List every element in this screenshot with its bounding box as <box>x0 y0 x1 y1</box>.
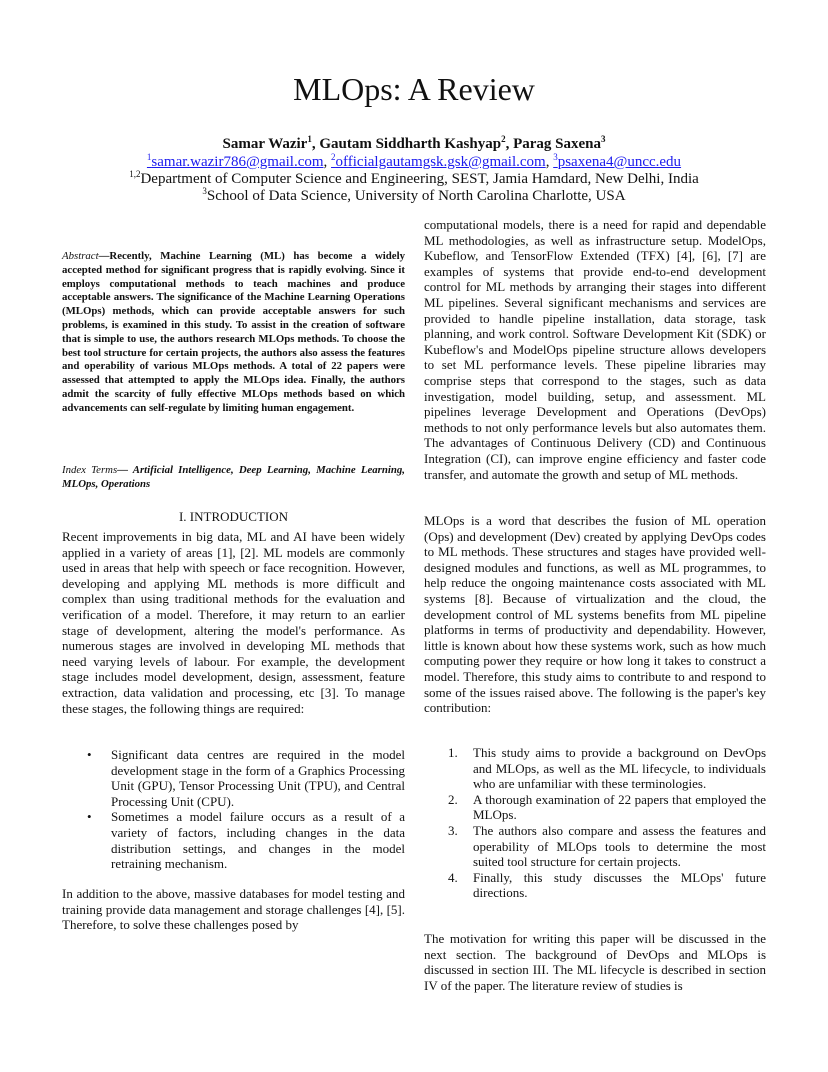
affiliation-text: School of Data Science, University of North Carolina Charlotte, USA <box>206 188 626 204</box>
list-number: 3. <box>448 822 458 838</box>
list-item <box>424 745 766 792</box>
list-item-text: This study aims to provide a background on DevOps and MLOps, as well as the ML lifecycle, to individuals who are unfamiliar with these terminologies. <box>473 745 766 792</box>
list-item-text: Sometimes a model failure occurs as a result of a variety of factors, including changes in the data distribution settings, and changes in the model retraining mechanism. <box>111 809 405 872</box>
contribution-list <box>424 745 766 901</box>
abstract <box>62 250 405 416</box>
email-superscript: 3 <box>553 152 558 162</box>
list-number: 1. <box>448 745 458 760</box>
list-item-text: A thorough examination of 22 papers that employed the MLOps. <box>473 791 766 823</box>
bullet-icon: • <box>87 747 92 762</box>
email-text: officialgautamgsk.gsk@gmail.com <box>335 154 546 170</box>
author-name: Parag Saxena <box>513 136 601 152</box>
list-item <box>424 823 766 870</box>
author-superscript: 1 <box>307 134 312 144</box>
list-item-text: The authors also compare and assess the features and operability of MLOps tools to determine the most suited tool structure for certain projects. <box>473 822 766 870</box>
email-text: psaxena4@uncc.edu <box>557 154 682 170</box>
email-link[interactable] <box>147 154 324 170</box>
intro-paragraph-1: Recent improvements in big data, ML and AI have been widely applied in a variety of areas [1], [2]. ML models are commonly used in areas that help with speech or face recognition. However, developing and applying ML methods is more difficult and complex than using traditional methods for the evaluation and verification of a model. Therefore, it may return to an earlier stage of development, altering the model's performance. As numerous stages are involved in developing ML methods that need varying levels of labour. For example, the development stage includes model development, design, assessment, feature extraction, data validation and processing, etc [3]. To manage these stages, the following things are required: <box>62 529 405 716</box>
list-number: 2. <box>448 791 458 807</box>
requirements-list <box>62 747 405 872</box>
author-superscript: 2 <box>501 134 506 144</box>
index-terms <box>62 463 405 491</box>
affiliation-2 <box>0 187 828 205</box>
list-item <box>424 792 766 823</box>
email-link[interactable] <box>331 154 546 170</box>
index-terms-lead: Index Terms <box>62 464 118 476</box>
affiliation-superscript: 1,2 <box>129 169 141 179</box>
email-list <box>0 153 828 171</box>
separator: , <box>311 136 320 152</box>
author-name: Gautam Siddharth Kashyap <box>319 136 502 152</box>
email-text: samar.wazir786@gmail.com <box>151 154 324 170</box>
right-paragraph-1: computational models, there is a need for rapid and dependable ML methodologies, as well as infrastructure setup. ModelOps, Kubeflow, and TensorFlow Extended (TFX) [4], [6], [7] are examples of systems that provide end-to-end development control for ML methods by arranging their stages into different ML pipelines. Several significant mechanisms and services are provided to handle pipeline installation, data storage, task planning, and work control. Software Development Kit (SDK) or Kubeflow's and ModelOps pipeline structure allows developers to set ML performance levels. These pipeline libraries may comprise steps that correspond to the stages, such as data investigation, model building, setup, and assessment. ML pipelines leverage Development and Operations (DevOps) methods to not only performance levels but also automates them. The advantages of Continuous Delivery (CD) and Continuous Integration (CI), can improve engine efficiency and faster code transfer, and automate the growth and setup of ML methods. <box>424 217 766 482</box>
right-paragraph-3: The motivation for writing this paper will be discussed in the next section. The background of DevOps and MLOps is discussed in section III. The ML lifecycle is described in section IV of the paper. The literature review of studies is <box>424 931 766 993</box>
separator: , <box>505 136 514 152</box>
affiliation-text: Department of Computer Science and Engineering, SEST, Jamia Hamdard, New Delhi, India <box>140 171 699 187</box>
author-superscript: 3 <box>601 134 606 144</box>
abstract-text: —Recently, Machine Learning (ML) has become a widely accepted method for significant progress that is rapidly evolving. Since it employs computational methods to teach machines and produce acceptable answers. The significance of the Machine Learning Operations (MLOps) methods, which can provide acceptable answers for such problems, is examined in this study. To assist in the creation of software that is simple to use, the authors research MLOps methods. To choose the best tool structure for certain projects, the authors also assess the features and operability of various MLOps methods. A total of 22 papers were assessed that attempted to apply the MLOps idea. Finally, the authors admit the scarcity of fully effective MLOps methods based on which advancements can self-regulate by limiting human engagement. <box>62 250 405 414</box>
affiliation-1 <box>0 170 828 188</box>
list-item <box>62 809 405 871</box>
list-item-text: Significant data centres are required in the model development stage in the form of a Graphics Processing Unit (GPU), Tensor Processing Unit (TPU), and Central Processing Unit (CPU). <box>111 747 405 809</box>
abstract-lead: Abstract <box>62 250 99 262</box>
section-heading: I. INTRODUCTION <box>178 509 289 524</box>
list-item-text: Finally, this study discusses the MLOps' future directions. <box>473 869 766 901</box>
intro-paragraph-2: In addition to the above, massive databases for model testing and training provide data management and storage challenges [4], [5]. Therefore, to solve these challenges posed by <box>62 886 405 933</box>
affiliation-superscript: 3 <box>202 186 207 196</box>
index-terms-text: — Artificial Intelligence, Deep Learning, Machine Learning, MLOps, Operations <box>62 464 405 490</box>
email-link[interactable] <box>553 154 681 170</box>
list-number: 4. <box>448 869 458 885</box>
list-item <box>424 870 766 901</box>
right-paragraph-2: MLOps is a word that describes the fusion of ML operation (Ops) and development (Dev) created by applying DevOps codes to ML methods. These structures and stages have provided well-designed modules and functions, as well as ML programmes, to help reduce the ongoing maintenance costs associated with ML systems [8]. Because of virtualization and the cloud, the development control of ML systems benefits from ML pipeline platforms in terms of productivity and dependability. However, little is known about how these systems work, such as how much computing power they require or how long it takes to construct a model. Therefore, this study aims to contribute to and respond to some of the issues raised above. The following is the paper's key contribution: <box>424 513 766 716</box>
author-name: Samar Wazir <box>222 136 308 152</box>
separator: , <box>323 154 332 170</box>
email-superscript: 2 <box>331 152 336 162</box>
bullet-icon: • <box>87 809 92 825</box>
email-superscript: 1 <box>146 152 152 162</box>
separator: , <box>545 154 554 170</box>
paper-title: MLOps: A Review <box>293 71 535 107</box>
list-item <box>62 747 405 809</box>
author-list <box>0 135 828 153</box>
